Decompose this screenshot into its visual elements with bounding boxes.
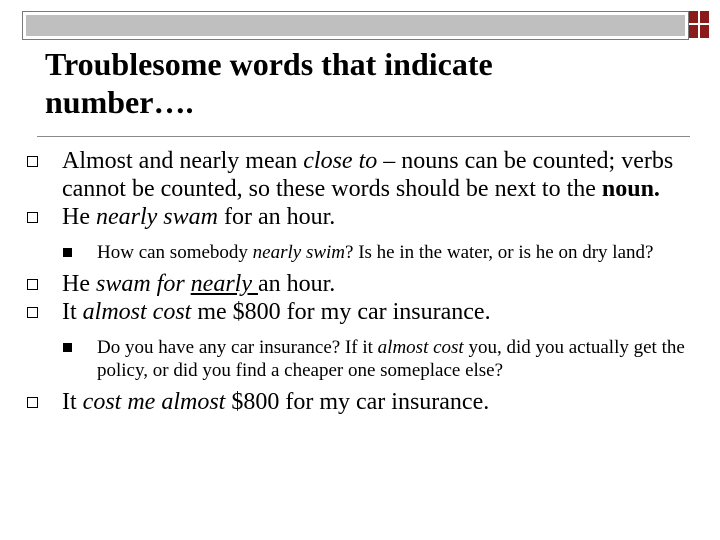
text: It [62,299,83,325]
text: $800 for my car insurance. [225,389,490,415]
text: an hour. [257,271,336,297]
text: It [62,389,83,415]
text: Almost and nearly mean [62,148,304,174]
text: for an hour. [217,204,336,230]
accent-square [689,11,709,38]
text: me $800 for my car insurance. [191,299,491,325]
text-italic-underlined: nearly [190,271,258,297]
text: He [62,271,96,297]
text-italic: nearly swim [252,242,346,263]
text-italic: cost me almost [82,389,226,415]
slide-title [45,45,685,121]
accent-cell [700,25,709,38]
text-italic: almost cost [82,299,192,325]
title-line-2: number…. [45,84,194,120]
text-italic: nearly swam [95,204,218,230]
hollow-square-bullet-icon [27,397,38,408]
hollow-square-bullet-icon [27,307,38,318]
text-italic: almost cost [377,337,464,358]
accent-cell [700,11,709,23]
hollow-square-bullet-icon [27,212,38,223]
filled-square-bullet-icon [63,343,72,352]
accent-cell [689,25,698,38]
hollow-square-bullet-icon [27,279,38,290]
bullet-item-5 [0,388,720,416]
text-italic: close to [303,148,378,174]
text: you, did you actually get the policy, or did you find a cheaper one someplace else? [97,337,685,381]
filled-square-bullet-icon [63,248,72,257]
sub-bullet-item-1 [0,241,720,264]
accent-cell [689,11,698,23]
text-italic: swam for [95,271,191,297]
text: – nouns can be counted; verbs cannot be counted, so these words should be next to the [62,148,674,202]
bullet-item-1 [0,147,720,203]
header-band-fill [26,15,685,36]
text: He [62,204,96,230]
bullet-item-2 [0,203,720,231]
title-line-1: Troublesome words that indicate [45,46,493,82]
header-band [22,11,689,40]
text: How can somebody [97,242,253,263]
text-bold: noun. [601,176,660,202]
sub-bullet-item-2 [0,336,720,382]
bullet-item-3 [0,270,720,298]
text: Do you have any car insurance? If it [97,337,378,358]
hollow-square-bullet-icon [27,156,38,167]
title-divider [37,136,690,137]
bullet-item-4 [0,298,720,326]
text: ? Is he in the water, or is he on dry land? [345,242,654,263]
bullet-list [0,147,720,416]
